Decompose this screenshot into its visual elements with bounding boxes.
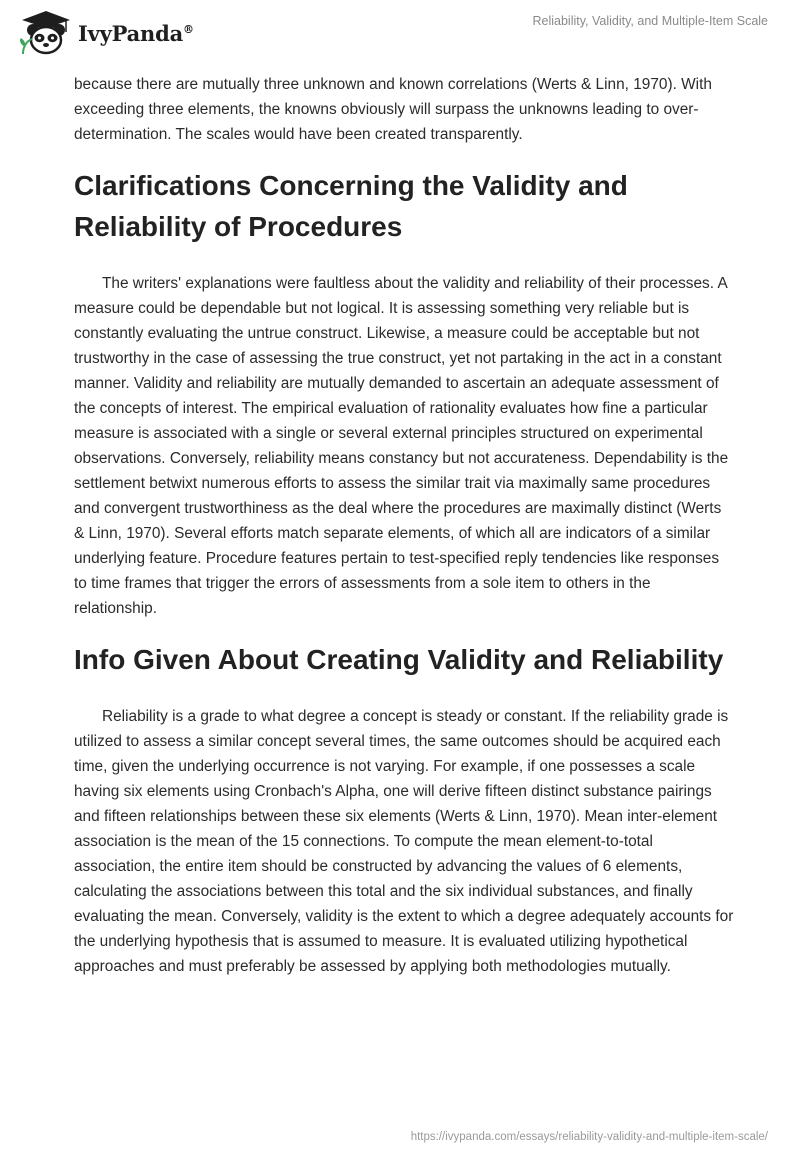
- page-header: [0, 0, 800, 70]
- source-url[interactable]: https://ivypanda.com/essays/reliability-validity-and-multiple-item-scale/: [410, 1131, 768, 1143]
- document-title: Reliability, Validity, and Multiple-Item Scale: [532, 14, 768, 28]
- section-heading-validity-reliability-procedures: Clarifications Concerning the Validity and Reliability of Procedures: [74, 170, 628, 242]
- section-heading-creating-validity-reliability: Info Given About Creating Validity and Reliability: [74, 644, 724, 675]
- section-paragraph-procedures: The writers' explanations were faultless about the validity and reliability of their processes. A measure could be dependable but not logical. It is assessing something very reliable but is constantly evaluating the untrue construct. Likewise, a measure could be acceptable but not trustworthy in the case of assessing the true construct, yet not partaking in the act in a constant manner. Validity and reliability are mutually demanded to ascertain an adequate assessment of the concepts of interest. The empirical evaluation of rationality evaluates how fine a particular measure is associated with a single or several external principles structured on experimental observations. Conversely, reliability means constancy but not accurateness. Dependability is the settlement betwixt numerous efforts to assess the similar trait via maximally same procedures and convergent trustworthiness as the deal where the procedures are maximally distinct (Werts & Linn, 1970). Several efforts match separate elements, of which all are indicators of a similar underlying feature. Procedure features pertain to test-specified reply tendencies like responses to time frames that trigger the errors of assessments from a sole item to others in the relationship.: [74, 275, 729, 617]
- essay-body: [74, 70, 734, 979]
- ivypanda-logo[interactable]: [14, 8, 194, 58]
- section-paragraph-creating: Reliability is a grade to what degree a concept is steady or constant. If the reliability grade is utilized to assess a similar concept several times, the same outcomes should be acquired each time, given the underlying occurrence is not varying. For example, if one possesses a scale having six elements using Cronbach's Alpha, one will derive fifteen distinct substance pairings and fifteen relationships between these six elements (Werts & Linn, 1970). Mean inter-element association is the mean of the 15 connections. To compute the mean element-to-total association, the entire item should be constructed by advancing the values of 6 elements, calculating the associations between this total and the six individual substances, and finally evaluating the mean. Conversely, validity is the extent to which a degree adequately accounts for the underlying hypothesis that is assumed to measure. It is evaluated utilizing hypothetical approaches and must preferably be assessed by applying both methodologies mutually.: [74, 708, 734, 975]
- panda-graduate-icon: [14, 8, 74, 58]
- brand-name: IvyPanda®: [78, 20, 194, 46]
- intro-paragraph: because there are mutually three unknown and known correlations (Werts & Linn, 1970). With exceeding three elements, the knowns obviously will surpass the unknowns leading to over-determination. The scales would have been created transparently.: [74, 76, 712, 143]
